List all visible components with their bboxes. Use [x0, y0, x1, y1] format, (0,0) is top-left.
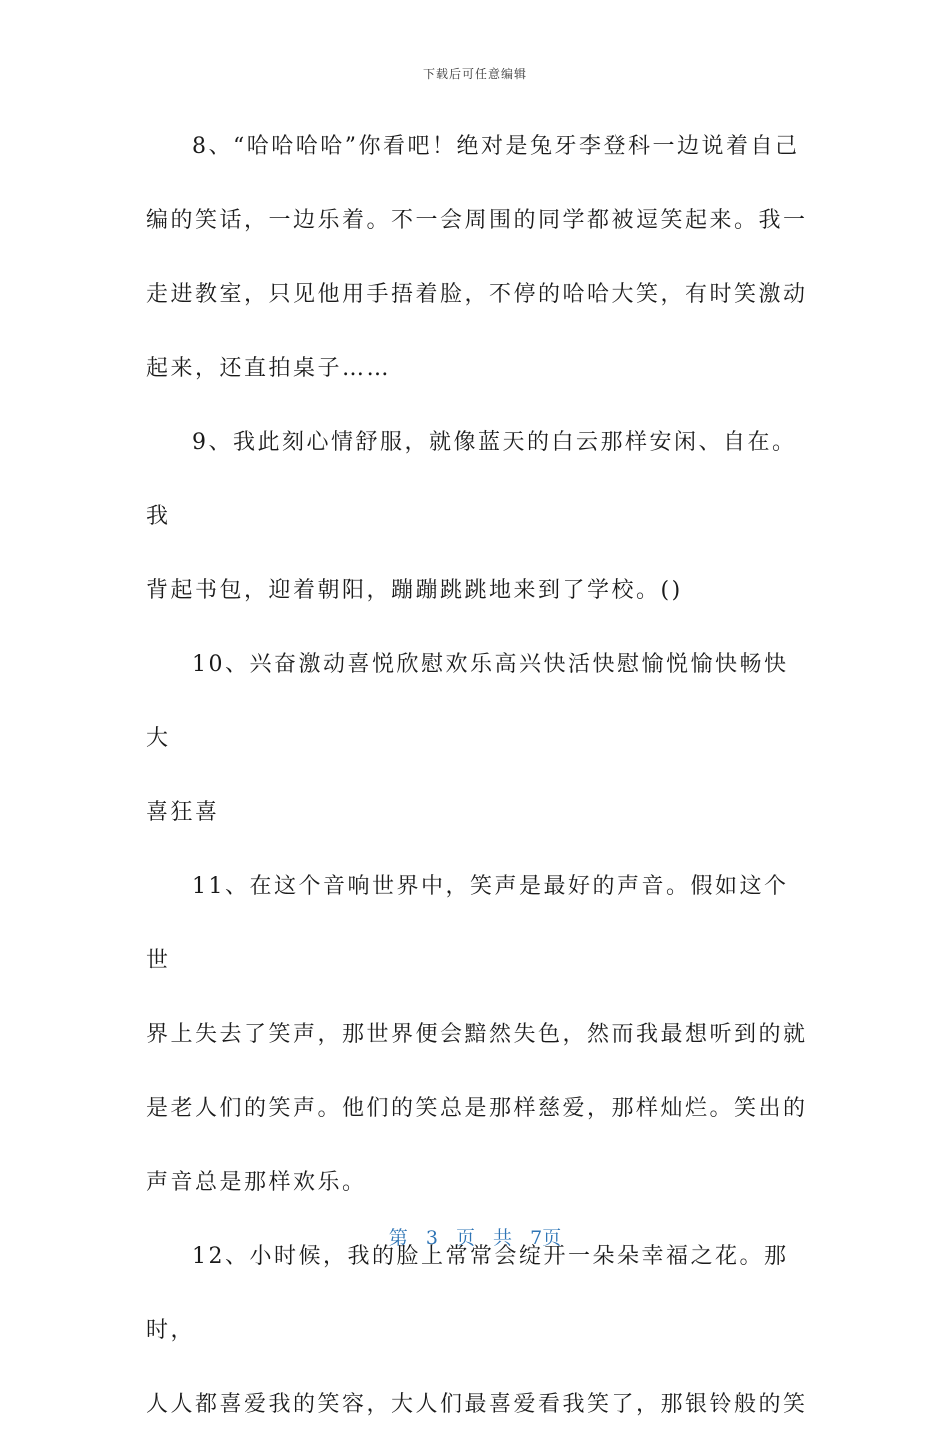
- footer-label-gong: 共: [493, 1227, 513, 1249]
- page-header: 下载后可任意编辑: [422, 67, 527, 81]
- paragraph-9: [146, 406, 811, 628]
- page-footer: [0, 1226, 950, 1250]
- footer-label-di: 第: [388, 1227, 408, 1249]
- paragraph-8: [146, 110, 811, 406]
- text-line: 界上失去了笑声，那世界便会黯然失色，然而我最想听到的就: [146, 1022, 808, 1047]
- text-line: 声音总是那样欢乐。: [146, 1170, 367, 1195]
- text-line: 11、在这个音响世界中，笑声是最好的声音。假如这个世: [146, 874, 789, 973]
- text-line: 编的笑话，一边乐着。不一会周围的同学都被逗笑起来。我一: [146, 208, 808, 233]
- paragraph-12: [146, 1220, 811, 1442]
- page-total: 7页: [530, 1227, 562, 1249]
- text-line: 是老人们的笑声。他们的笑总是那样慈爱，那样灿烂。笑出的: [146, 1096, 808, 1121]
- text-line: 9、我此刻心情舒服，就像蓝天的白云那样安闲、自在。我: [146, 430, 797, 529]
- paragraph-10: [146, 628, 811, 850]
- text-line: 走进教室，只见他用手捂着脸，不停的哈哈大笑，有时笑激动: [146, 282, 808, 307]
- paragraph-11: [146, 850, 811, 1220]
- text-line: 12、小时候，我的脸上常常会绽开一朵朵幸福之花。那时，: [146, 1244, 789, 1343]
- text-line: 人人都喜爱我的笑容，大人们最喜爱看我笑了，那银铃般的笑: [146, 1392, 808, 1417]
- footer-label-ye: 页: [455, 1227, 475, 1249]
- text-line: 起来，还直拍桌子……: [146, 356, 392, 381]
- page-number: 3: [425, 1227, 438, 1249]
- text-line: 喜狂喜: [146, 800, 220, 825]
- text-line: 8、“哈哈哈哈”你看吧！绝对是兔牙李登科一边说着自己: [192, 134, 800, 159]
- text-line: 10、兴奋激动喜悦欣慰欢乐高兴快活快慰愉悦愉快畅快大: [146, 652, 789, 751]
- text-line: 背起书包，迎着朝阳，蹦蹦跳跳地来到了学校。(): [146, 578, 683, 603]
